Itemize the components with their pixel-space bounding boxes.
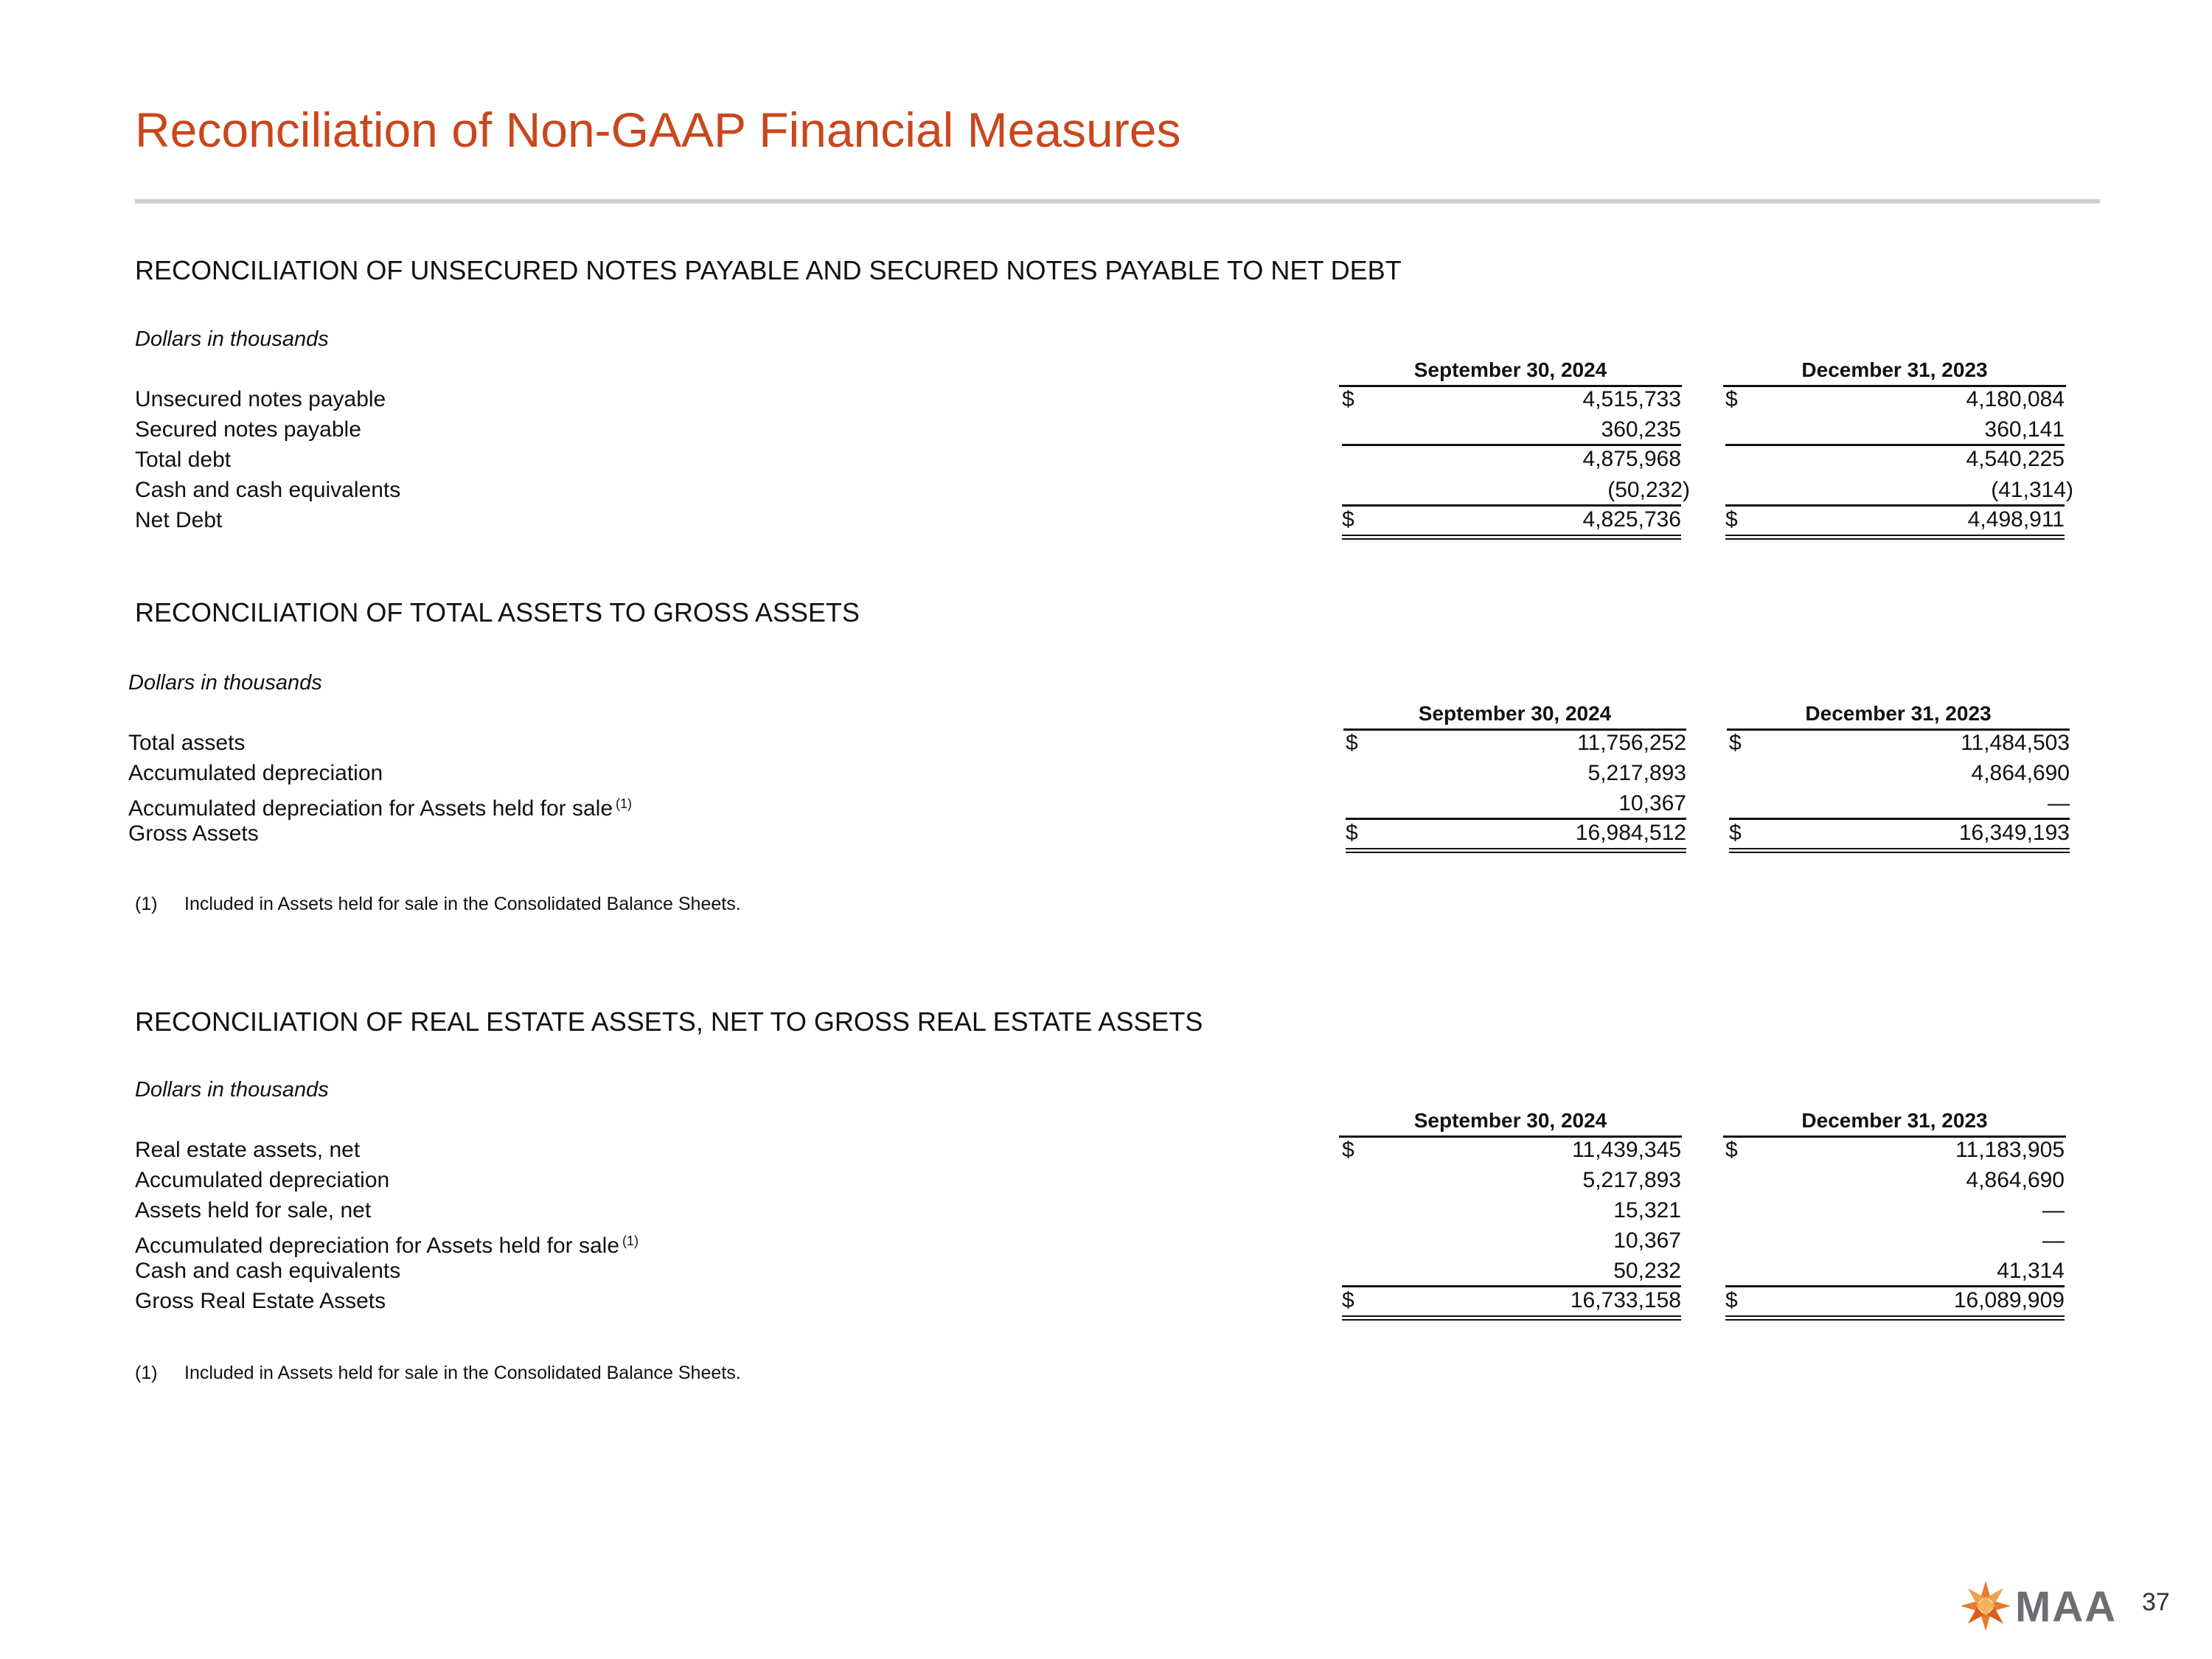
maa-logo bbox=[1958, 1576, 2118, 1635]
value-cell: 50,232 bbox=[1613, 1259, 1681, 1283]
row-label: Total debt bbox=[135, 448, 232, 472]
row-label: Unsecured notes payable bbox=[135, 387, 386, 411]
currency-symbol: $ bbox=[1725, 507, 1738, 532]
row-label: Cash and cash equivalents bbox=[135, 1259, 401, 1283]
row-label: Accumulated depreciation for Assets held for sale $^{(1)}$ bbox=[128, 796, 633, 821]
column-header: December 31, 2023 bbox=[1723, 355, 2066, 387]
value-cell: $ 16,089,909 bbox=[1725, 1285, 2065, 1321]
row-label: Secured notes payable bbox=[135, 417, 361, 442]
currency-symbol: $ bbox=[1346, 731, 1358, 755]
currency-symbol: $ bbox=[1725, 1138, 1738, 1162]
value-cell: 4,540,225 bbox=[1725, 444, 2065, 473]
currency-symbol: $ bbox=[1342, 1138, 1354, 1162]
units-label: Dollars in thousands bbox=[135, 327, 329, 351]
value-cell: 4,875,968 bbox=[1342, 444, 1681, 473]
currency-symbol: $ bbox=[1729, 821, 1742, 845]
value-cell: 5,217,893 bbox=[1587, 761, 1686, 785]
value-cell: $ 16,984,512 bbox=[1346, 818, 1686, 853]
row-label: Accumulated depreciation for Assets held for sale $^{(1)}$ bbox=[135, 1234, 639, 1258]
column-header: September 30, 2024 bbox=[1339, 355, 1682, 387]
currency-symbol: $ bbox=[1342, 1288, 1354, 1312]
page-title: Reconciliation of Non-GAAP Financial Measures bbox=[135, 102, 1181, 157]
title-divider bbox=[135, 199, 2100, 204]
page-number: 37 bbox=[2142, 1588, 2170, 1616]
value-cell: — bbox=[2042, 1198, 2065, 1222]
logo-text: MAA bbox=[2015, 1583, 2118, 1631]
row-label: Gross Assets bbox=[128, 821, 259, 846]
column-header: December 31, 2023 bbox=[1727, 699, 2070, 731]
row-label: Net Debt bbox=[135, 508, 223, 532]
row-label: Accumulated depreciation bbox=[135, 1168, 390, 1192]
currency-symbol: $ bbox=[1342, 507, 1354, 532]
currency-symbol: $ bbox=[1729, 731, 1742, 755]
value-cell: 15,321 bbox=[1613, 1198, 1681, 1222]
section-title: RECONCILIATION OF TOTAL ASSETS TO GROSS ASSETS bbox=[135, 597, 860, 627]
value-cell: $ 4,180,084 bbox=[1725, 385, 2065, 414]
currency-symbol: $ bbox=[1725, 1288, 1738, 1312]
value-cell: 360,141 bbox=[1984, 417, 2065, 442]
value-cell: 41,314 bbox=[1997, 1259, 2065, 1283]
row-label: Total assets bbox=[128, 731, 246, 755]
section-title: RECONCILIATION OF UNSECURED NOTES PAYABLE AND SECURED NOTES PAYABLE TO NET DEBT bbox=[135, 255, 1402, 285]
value-cell: $ 16,733,158 bbox=[1342, 1285, 1681, 1321]
value-cell: 4,864,690 bbox=[1966, 1168, 2065, 1192]
value-cell: $ 4,825,736 bbox=[1342, 504, 1681, 540]
value-cell: — bbox=[2042, 1228, 2065, 1253]
row-label: Gross Real Estate Assets bbox=[135, 1289, 386, 1313]
units-label: Dollars in thousands bbox=[128, 671, 322, 695]
row-label: Accumulated depreciation bbox=[128, 761, 383, 785]
footnote-number: (1) bbox=[135, 1363, 158, 1383]
value-cell: 10,367 bbox=[1618, 791, 1686, 815]
value-cell: $ 11,484,503 bbox=[1729, 728, 2070, 758]
value-cell: 5,217,893 bbox=[1582, 1168, 1681, 1192]
footnote-text: Included in Assets held for sale in the Consolidated Balance Sheets. bbox=[184, 894, 741, 914]
footnote-number: (1) bbox=[135, 894, 158, 914]
value-cell: 10,367 bbox=[1613, 1228, 1681, 1253]
value-cell: $ 4,498,911 bbox=[1725, 504, 2065, 540]
section-title: RECONCILIATION OF REAL ESTATE ASSETS, NET TO GROSS REAL ESTATE ASSETS bbox=[135, 1006, 1203, 1037]
value-cell: (41,314) bbox=[1991, 478, 2073, 502]
value-cell: $ 4,515,733 bbox=[1342, 385, 1681, 414]
column-header: September 30, 2024 bbox=[1339, 1106, 1682, 1138]
currency-symbol: $ bbox=[1342, 387, 1354, 411]
footnote-marker: (1) bbox=[616, 796, 633, 811]
currency-symbol: $ bbox=[1346, 821, 1358, 845]
row-label: Cash and cash equivalents bbox=[135, 478, 401, 502]
value-cell: 360,235 bbox=[1601, 417, 1681, 442]
value-cell: $ 16,349,193 bbox=[1729, 818, 2070, 853]
row-label: Assets held for sale, net bbox=[135, 1198, 372, 1222]
value-cell: $ 11,756,252 bbox=[1346, 728, 1686, 758]
row-label: Real estate assets, net bbox=[135, 1138, 361, 1162]
footnote-marker: (1) bbox=[622, 1234, 639, 1248]
units-label: Dollars in thousands bbox=[135, 1078, 329, 1102]
value-cell: 4,864,690 bbox=[1971, 761, 2070, 785]
footnote-text: Included in Assets held for sale in the Consolidated Balance Sheets. bbox=[184, 1363, 741, 1383]
column-header: December 31, 2023 bbox=[1723, 1106, 2066, 1138]
currency-symbol: $ bbox=[1725, 387, 1738, 411]
value-cell: $ 11,439,345 bbox=[1342, 1135, 1681, 1165]
value-cell: — bbox=[2048, 791, 2070, 815]
column-header: September 30, 2024 bbox=[1343, 699, 1686, 731]
value-cell: (50,232) bbox=[1607, 478, 1690, 502]
value-cell: $ 11,183,905 bbox=[1725, 1135, 2065, 1165]
